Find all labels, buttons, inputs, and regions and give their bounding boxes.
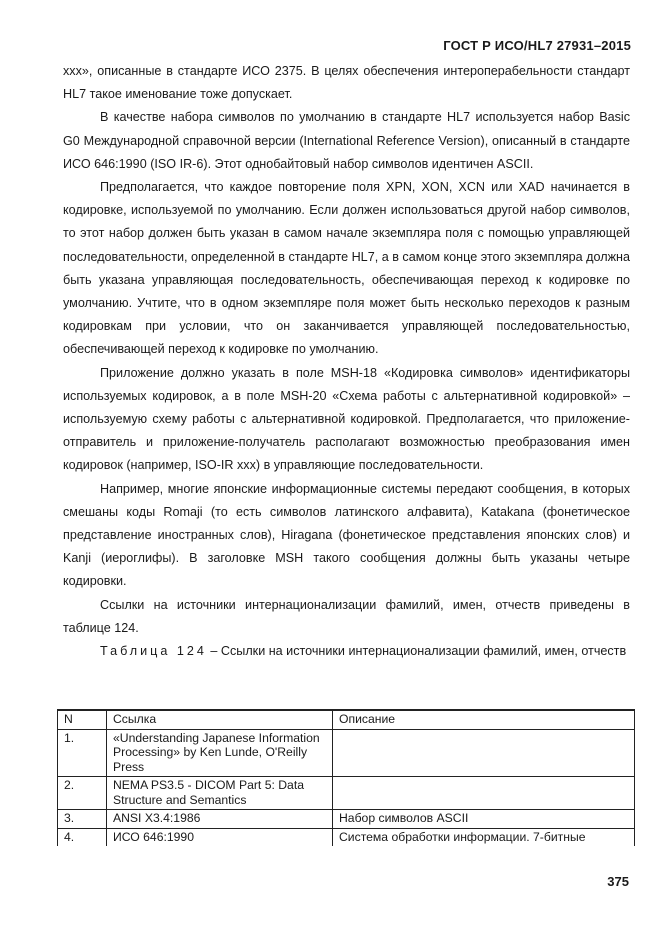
header-reference: Ссылка [107, 710, 333, 729]
paragraph-continuation: xxx», описанные в стандарте ИСО 2375. В целях обеспечения интероперабельности стандарт HL7 такое именование тоже допускает. [63, 64, 630, 102]
table-row [58, 729, 635, 777]
table-row [58, 777, 635, 810]
cell-reference: ANSI X3.4:1986 [107, 810, 333, 829]
cell-number: 2. [58, 777, 107, 810]
table-caption-text: – Ссылки на источники интернационализации фамилий, имен, отчеств [206, 644, 627, 659]
references-table [57, 709, 635, 846]
paragraph: Ссылки на источники интернационализации фамилий, имен, отчеств приведены в таблице 124. [63, 597, 630, 635]
body-text [63, 60, 630, 663]
cell-reference: ИСО 646:1990 [107, 828, 333, 846]
table-row [58, 810, 635, 829]
cell-description [333, 777, 635, 810]
cell-number: 1. [58, 729, 107, 777]
cell-number: 4. [58, 828, 107, 846]
table-caption-label: Таблица 124 [100, 644, 207, 659]
cell-description [333, 729, 635, 777]
cell-reference: NEMA PS3.5 - DICOM Part 5: Data Structure and Semantics [107, 777, 333, 810]
paragraph: Предполагается, что каждое повторение поля XPN, XON, XCN или XAD начинается в кодировке, используемой по умолчанию. Если должен использоваться другой набор символов, то этот набор должен быть указан в самом начале экземпляра поля с помощью управляющей последовательности, определенной в стандарте HL7, а в самом конце этого экземпляра должна быть указана управляющая последовательность, обеспечивающая переход к кодировке по умолчанию. Учтите, что в одном экземпляре поля может быть несколько переходов к разным кодировкам при условии, что он заканчивается управляющей последовательностью, обеспечивающей переход к кодировке по умолчанию. [63, 180, 630, 357]
cell-reference: «Understanding Japanese Information Processing» by Ken Lunde, O'Reilly Press [107, 729, 333, 777]
paragraph: Приложение должно указать в поле MSH-18 «Кодировка символов» идентификаторы используемых кодировок, а в поле MSH-20 «Схема работы с альтернативной кодировкой» – используемую схему работы с альтернативной кодировкой. Предполагается, что приложение-отправитель и приложение-получатель располагают возможностью преобразования имен кодировок (например, ISO-IR xxx) в управляющие последовательности. [63, 365, 630, 473]
cell-description: Набор символов ASCII [333, 810, 635, 829]
paragraph: В качестве набора символов по умолчанию в стандарте HL7 используется набор Basic G0 Международной справочной версии (International Reference Version), описанный в стандарте ИСО 646:1990 (ISO IR-6). Этот однобайтовый набор символов идентичен ASCII. [63, 110, 630, 171]
cell-description: Система обработки информации. 7-битные [333, 828, 635, 846]
cell-number: 3. [58, 810, 107, 829]
page-number: 375 [607, 874, 629, 889]
paragraph: Например, многие японские информационные системы передают сообщения, в которых смешаны коды Romaji (то есть символов латинского алфавита), Katakana (фонетическое представление иностранных слов), Hiragana (фонетическое представления японских слов) и Kanji (иероглифы). В заголовке MSH такого сообщения должны быть указаны четыре кодировки. [63, 481, 630, 589]
header-description: Описание [333, 710, 635, 729]
table-header-row [58, 710, 635, 729]
table-row [58, 828, 635, 846]
table-caption [63, 640, 630, 663]
header-number: N [58, 710, 107, 729]
standard-header: ГОСТ Р ИСО/HL7 27931–2015 [443, 38, 631, 53]
